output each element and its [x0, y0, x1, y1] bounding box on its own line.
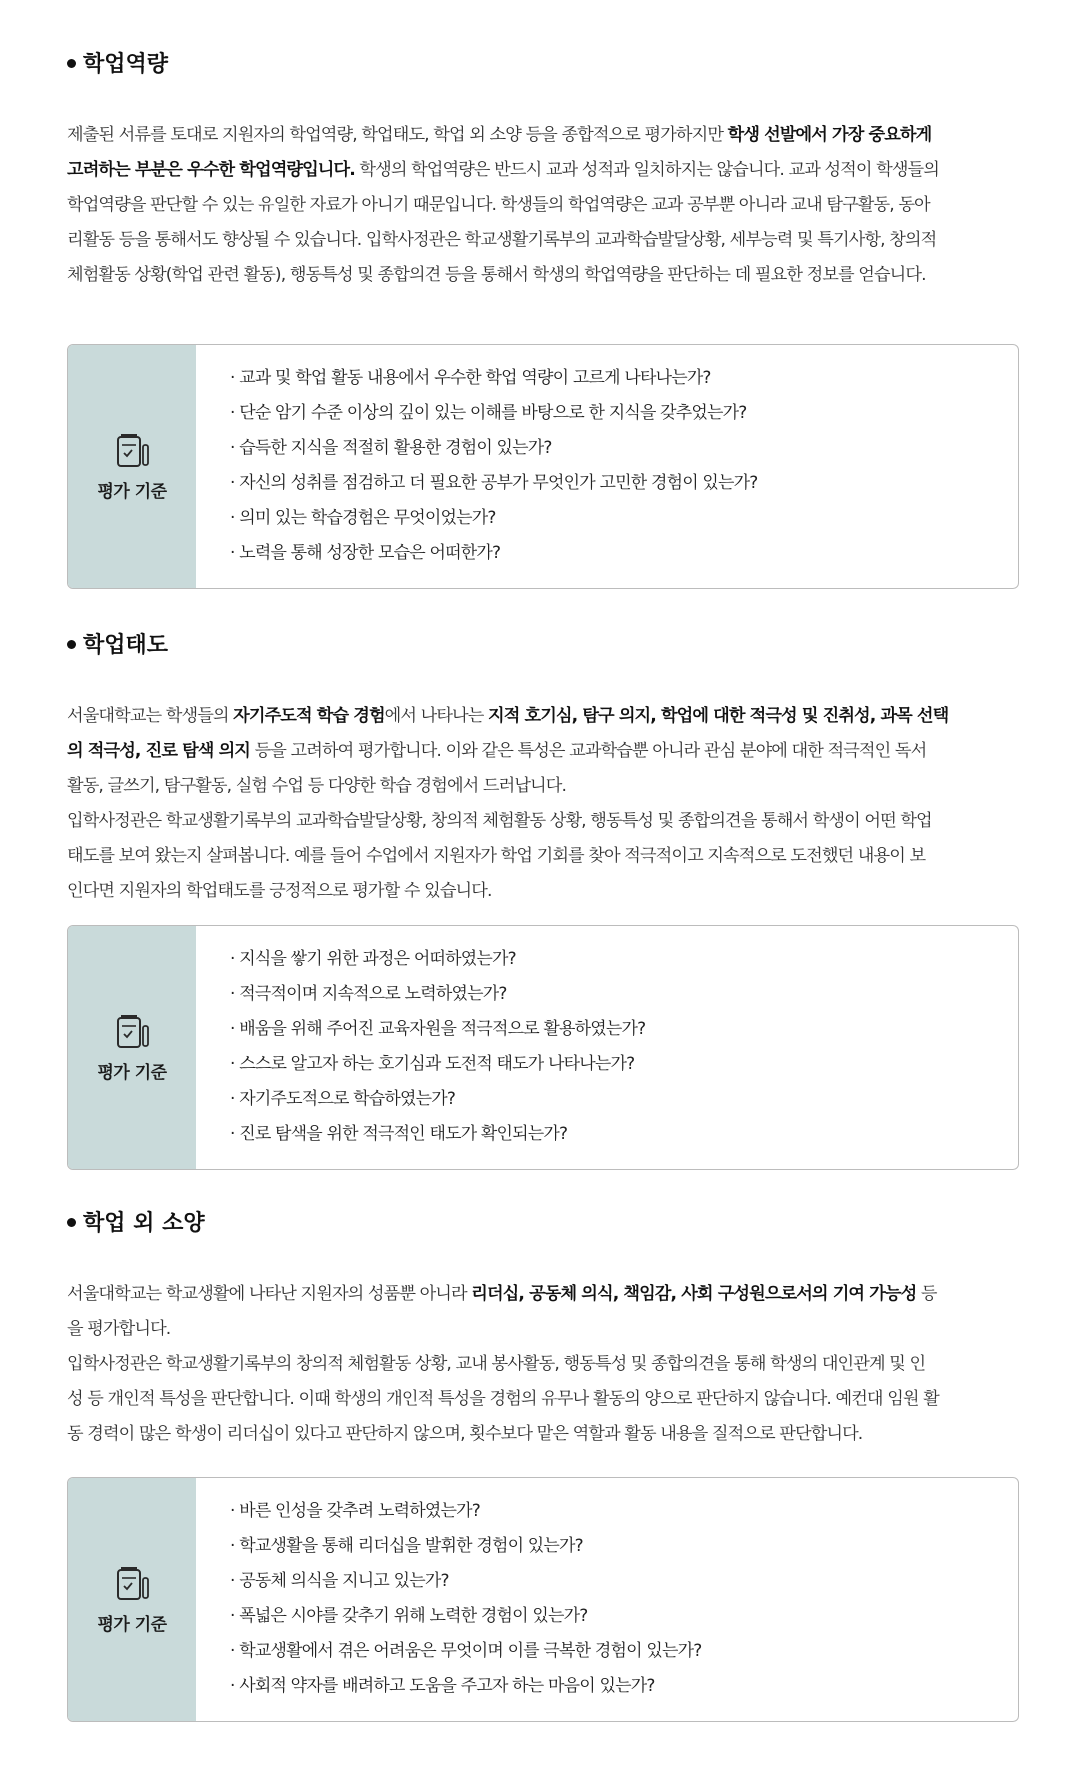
criteria-box	[67, 925, 1019, 1170]
paragraph-bold-text: 리더십, 공동체 의식, 책임감, 사회 구성원으로서의 기여 가능성	[471, 1284, 917, 1304]
section-academic-ability	[67, 46, 1019, 563]
criteria-item: · 학교생활을 통해 리더십을 발휘한 경험이 있는가?	[230, 1536, 583, 1556]
paragraph-text: 등	[916, 1284, 937, 1304]
criteria-item: · 학교생활에서 겪은 어려움은 무엇이며 이를 극복한 경험이 있는가?	[230, 1641, 702, 1661]
criteria-item: · 공동체 의식을 지니고 있는가?	[230, 1571, 449, 1591]
criteria-label: 평가 기준	[97, 1063, 167, 1083]
criteria-item: · 적극적이며 지속적으로 노력하였는가?	[230, 984, 507, 1004]
paragraph-text: 서울대학교는 학교생활에 나타난 지원자의 성품뿐 아니라	[67, 1284, 472, 1304]
criteria-item: · 노력을 통해 성장한 모습은 어떠한가?	[230, 543, 501, 563]
section-paragraph	[67, 699, 1019, 909]
paragraph-bold-text: 의 적극성, 진로 탐색 의지	[67, 741, 250, 761]
paragraph-text: 입학사정관은 학교생활기록부의 창의적 체험활동 상황, 교내 봉사활동, 행동특성 및 종합의견을 통해 학생의 대인관계 및 인	[67, 1354, 926, 1374]
section-non-academic-qualities	[67, 1205, 1019, 1696]
paragraph-text: 등을 고려하여 평가합니다. 이와 같은 특성은 교과학습뿐 아니라 관심 분야에 대한 적극적인 독서	[250, 741, 927, 761]
bullet-dot-icon	[67, 640, 76, 649]
paragraph-text: 서울대학교는 학생들의	[67, 706, 234, 726]
criteria-item: · 사회적 약자를 배려하고 도움을 주고자 하는 마음이 있는가?	[230, 1676, 655, 1696]
paragraph-text: 학생의 학업역량은 반드시 교과 성적과 일치하지는 않습니다. 교과 성적이 학생들의	[354, 160, 939, 180]
criteria-item: · 스스로 알고자 하는 호기심과 도전적 태도가 나타나는가?	[230, 1054, 635, 1074]
clipboard-checklist-icon	[110, 1564, 154, 1604]
criteria-item: · 단순 암기 수준 이상의 깊이 있는 이해를 바탕으로 한 지식을 갖추었는가?	[230, 403, 747, 423]
section-academic-attitude	[67, 627, 1019, 1144]
section-heading-text: 학업역량	[83, 51, 169, 77]
section-heading	[67, 1205, 1019, 1237]
criteria-side-panel	[68, 926, 196, 1169]
paragraph-text: 인다면 지원자의 학업태도를 긍정적으로 평가할 수 있습니다.	[67, 881, 492, 901]
criteria-label: 평가 기준	[97, 482, 167, 502]
criteria-label: 평가 기준	[97, 1615, 167, 1635]
section-heading	[67, 627, 1019, 659]
criteria-item: · 자신의 성취를 점검하고 더 필요한 공부가 무엇인가 고민한 경험이 있는가?	[230, 473, 758, 493]
paragraph-bold-text: 학생 선발에서 가장 중요하게	[727, 125, 932, 145]
bullet-dot-icon	[67, 1218, 76, 1227]
paragraph-bold-text: 지적 호기심, 탐구 의지, 학업에 대한 적극성 및 진취성, 과목 선택	[488, 706, 949, 726]
section-heading-text: 학업 외 소양	[83, 1210, 205, 1236]
criteria-item: · 습득한 지식을 적절히 활용한 경험이 있는가?	[230, 438, 552, 458]
section-paragraph	[67, 1277, 1019, 1452]
paragraph-text: 태도를 보여 왔는지 살펴봅니다. 예를 들어 수업에서 지원자가 학업 기회를 찾아 적극적이고 지속적으로 도전했던 내용이 보	[67, 846, 926, 866]
criteria-item: · 바른 인성을 갖추려 노력하였는가?	[230, 1501, 480, 1521]
paragraph-text: 성 등 개인적 특성을 판단합니다. 이때 학생의 개인적 특성을 경험의 유무나 활동의 양으로 판단하지 않습니다. 예컨대 임원 활	[67, 1389, 939, 1409]
criteria-list	[196, 1478, 701, 1721]
paragraph-text: 학업역량을 판단할 수 있는 유일한 자료가 아니기 때문입니다. 학생들의 학업역량은 교과 공부뿐 아니라 교내 탐구활동, 동아	[67, 195, 930, 215]
paragraph-text: 을 평가합니다.	[67, 1319, 171, 1339]
clipboard-checklist-icon	[110, 431, 154, 471]
section-heading	[67, 46, 1019, 78]
paragraph-text: 에서 나타나는	[384, 706, 489, 726]
paragraph-text: 동 경력이 많은 학생이 리더십이 있다고 판단하지 않으며, 횟수보다 맡은 역할과 활동 내용을 질적으로 판단합니다.	[67, 1424, 863, 1444]
criteria-list	[196, 926, 645, 1169]
paragraph-bold-text: 고려하는 부분은 우수한 학업역량입니다.	[67, 160, 355, 180]
criteria-item: · 교과 및 학업 활동 내용에서 우수한 학업 역량이 고르게 나타나는가?	[230, 368, 711, 388]
criteria-item: · 진로 탐색을 위한 적극적인 태도가 확인되는가?	[230, 1124, 568, 1144]
paragraph-text: 리활동 등을 통해서도 향상될 수 있습니다. 입학사정관은 학교생활기록부의 교과학습발달상황, 세부능력 및 특기사항, 창의적	[67, 230, 937, 250]
section-paragraph	[67, 118, 1019, 293]
criteria-item: · 폭넓은 시야를 갖추기 위해 노력한 경험이 있는가?	[230, 1606, 588, 1626]
criteria-side-panel	[68, 345, 196, 588]
paragraph-text: 입학사정관은 학교생활기록부의 교과학습발달상황, 창의적 체험활동 상황, 행동특성 및 종합의견을 통해서 학생이 어떤 학업	[67, 811, 932, 831]
paragraph-text: 활동, 글쓰기, 탐구활동, 실험 수업 등 다양한 학습 경험에서 드러납니다.	[67, 776, 567, 796]
bullet-dot-icon	[67, 59, 76, 68]
criteria-item: · 지식을 쌓기 위한 과정은 어떠하였는가?	[230, 949, 516, 969]
criteria-box	[67, 1477, 1019, 1722]
section-heading-text: 학업태도	[83, 632, 169, 658]
paragraph-bold-text: 자기주도적 학습 경험	[233, 706, 385, 726]
paragraph-text: 체험활동 상황(학업 관련 활동), 행동특성 및 종합의견 등을 통해서 학생의 학업역량을 판단하는 데 필요한 정보를 얻습니다.	[67, 265, 926, 285]
paragraph-text: 제출된 서류를 토대로 지원자의 학업역량, 학업태도, 학업 외 소양 등을 종합적으로 평가하지만	[67, 125, 728, 145]
clipboard-checklist-icon	[110, 1012, 154, 1052]
criteria-item: · 자기주도적으로 학습하였는가?	[230, 1089, 456, 1109]
criteria-item: · 의미 있는 학습경험은 무엇이었는가?	[230, 508, 496, 528]
criteria-box	[67, 344, 1019, 589]
criteria-list	[196, 345, 758, 588]
criteria-side-panel	[68, 1478, 196, 1721]
criteria-item: · 배움을 위해 주어진 교육자원을 적극적으로 활용하였는가?	[230, 1019, 646, 1039]
